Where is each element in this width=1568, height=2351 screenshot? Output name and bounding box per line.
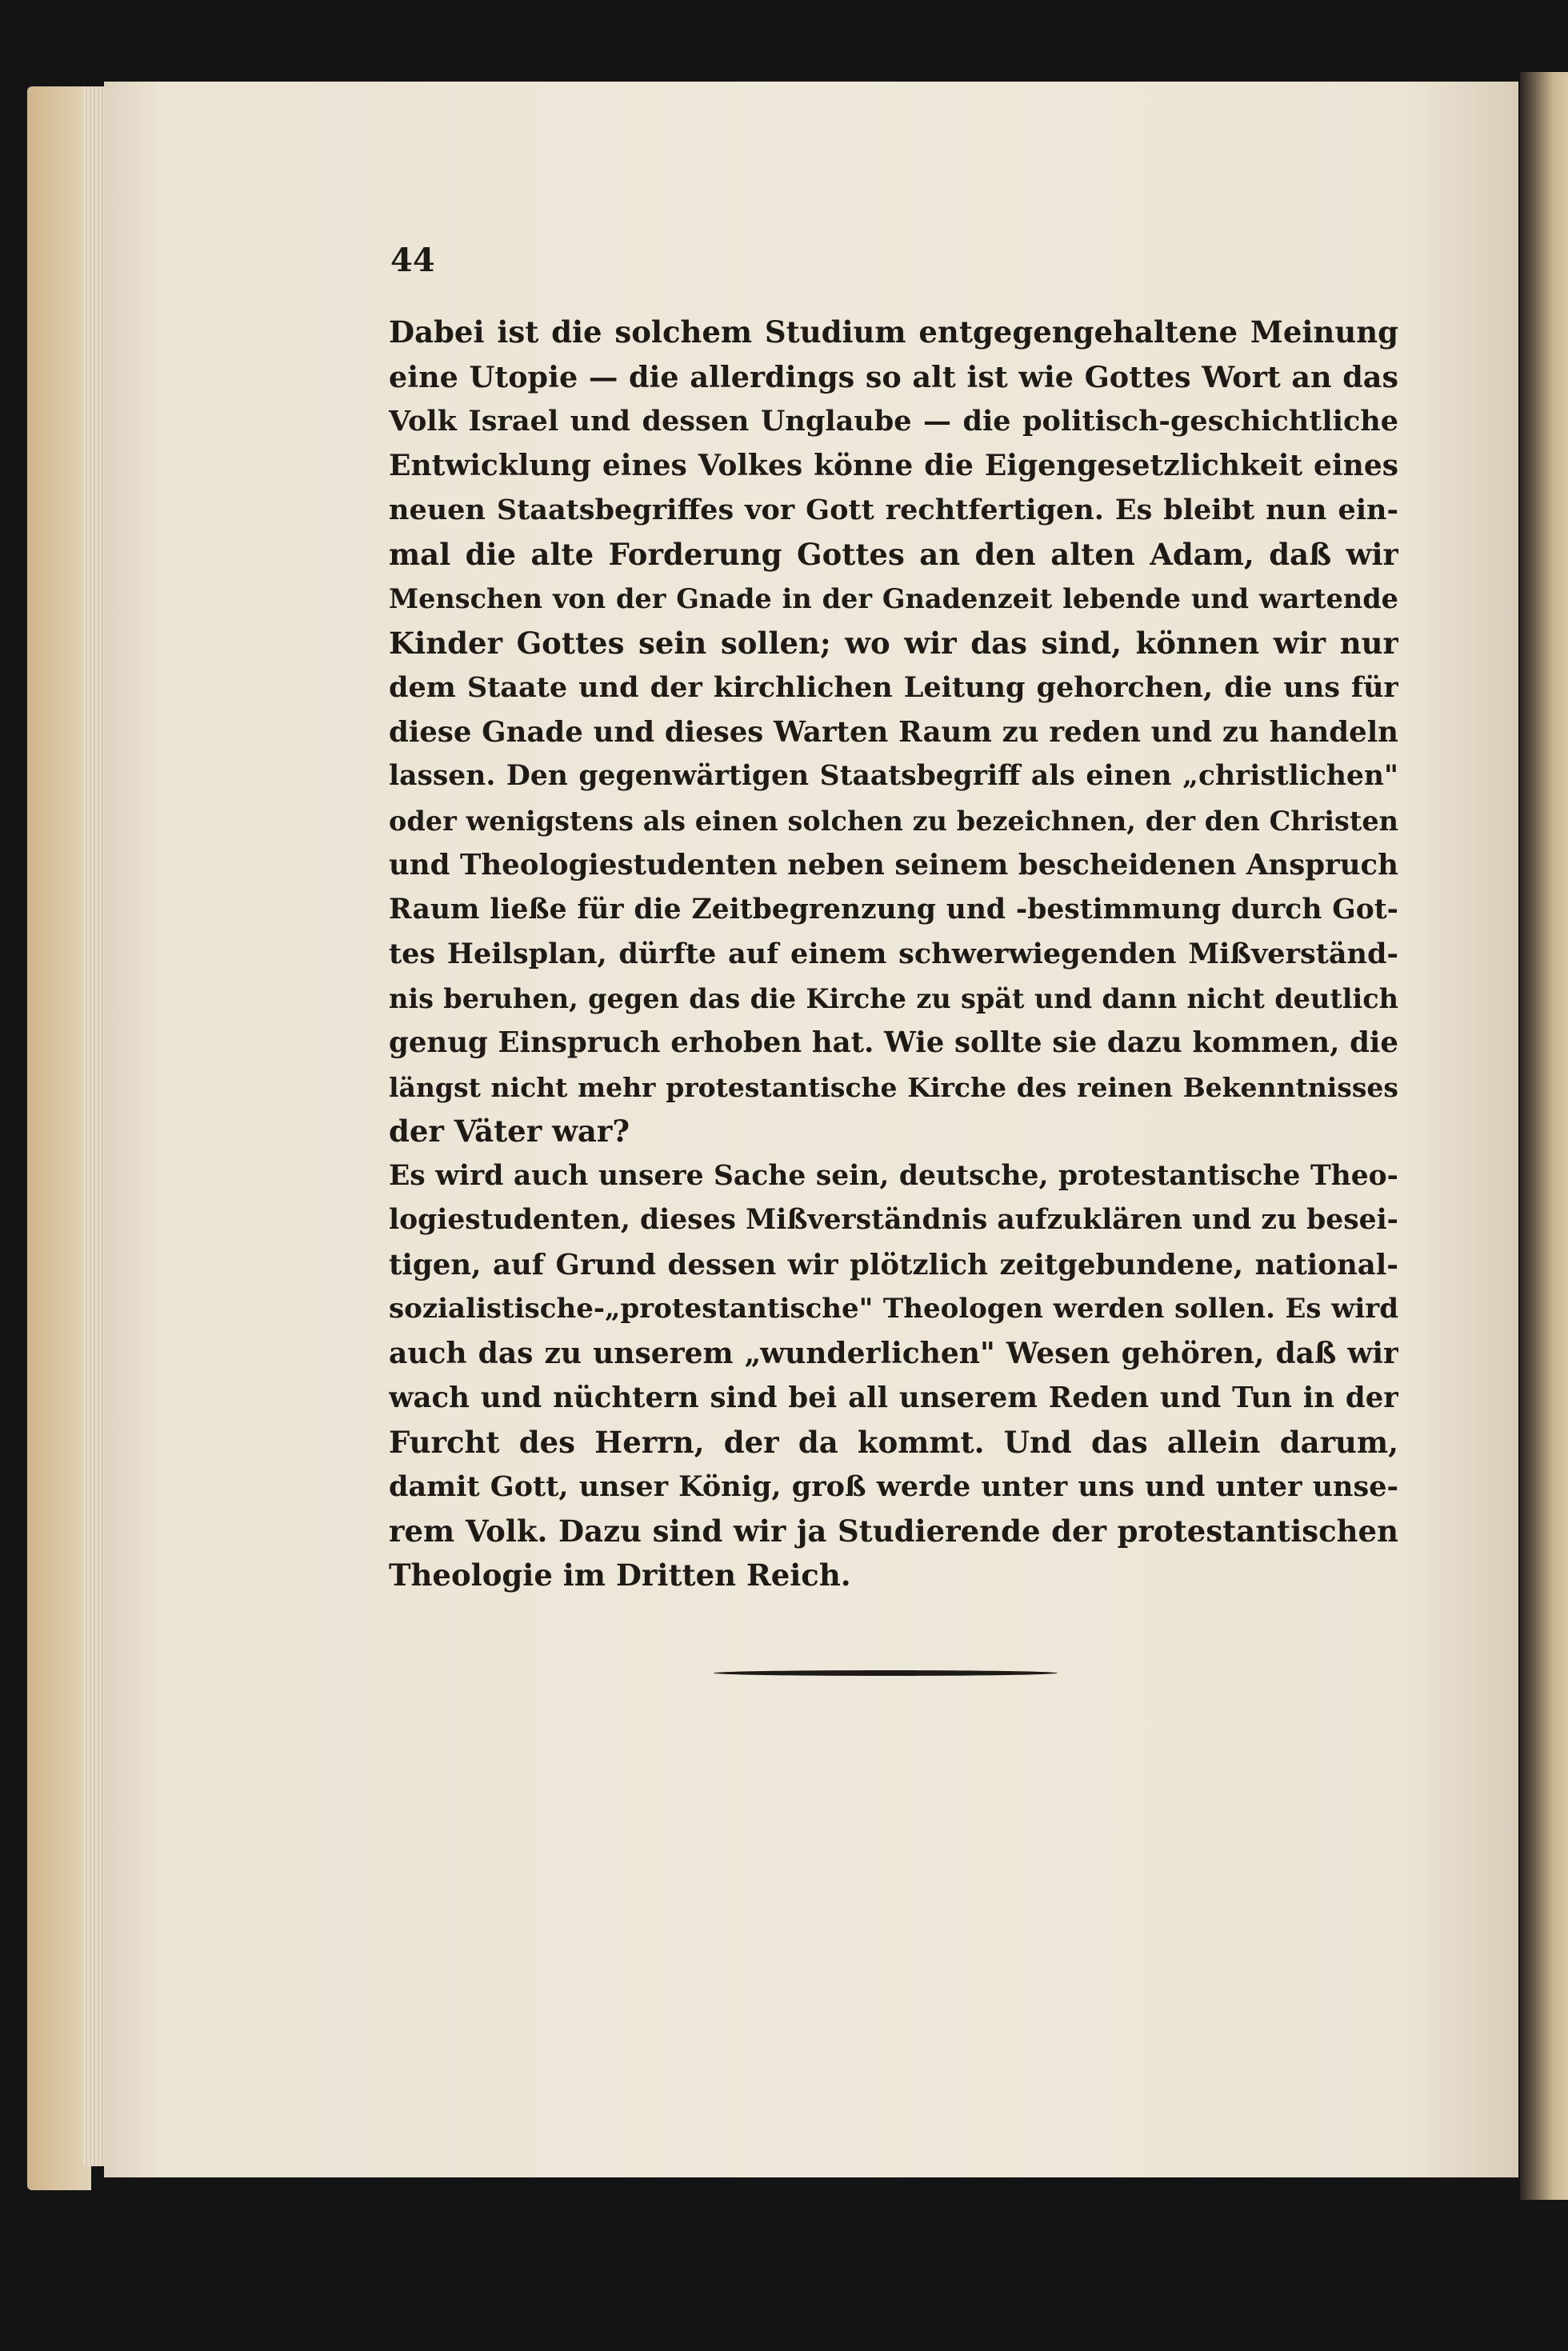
text-line: lassen. Den gegenwärtigen Staatsbegriff als einen „christlichen" [389, 760, 1398, 792]
page-number: 44 [390, 242, 435, 279]
text-line: damit Gott, unser König, groß werde unter uns und unter unse- [389, 1470, 1398, 1503]
text-line: oder wenigstens als einen solchen zu bezeichnen, der den Christen [389, 805, 1398, 837]
body-text [389, 310, 1398, 1598]
text-line: tes Heilsplan, dürfte auf einem schwerwiegenden Mißverständ- [389, 938, 1398, 970]
text-line: längst nicht mehr protestantische Kirche des reinen Bekenntnisses [389, 1071, 1398, 1103]
text-line: logiestudenten, dieses Mißverständnis aufzuklären und zu besei- [389, 1204, 1398, 1236]
text-line: Theologie im Dritten Reich. [389, 1557, 851, 1593]
text-line: Furcht des Herrn, der da kommt. Und das allein darum, [389, 1424, 1398, 1460]
text-line: und Theologiestudenten neben seinem bescheidenen Anspruch [389, 849, 1398, 882]
text-line: tigen, auf Grund dessen wir plötzlich zeitgebundene, national- [389, 1248, 1398, 1281]
text-line: nis beruhen, gegen das die Kirche zu spät und dann nicht deutlich [389, 982, 1398, 1014]
facing-page-edge [1520, 72, 1568, 2200]
text-line: sozialistische-„protestantische" Theologen werden sollen. Es wird [389, 1293, 1398, 1325]
text-line: auch das zu unserem „wunderlichen" Wesen gehören, daß wir [389, 1336, 1398, 1370]
text-line: Menschen von der Gnade in der Gnadenzeit lebende und wartende [389, 583, 1398, 614]
text-line: Dabei ist die solchem Studium entgegengehaltene Meinung [389, 314, 1398, 350]
text-line: dem Staate und der kirchlichen Leitung gehorchen, die uns für [389, 671, 1398, 704]
end-rule [714, 1670, 1058, 1676]
text-line: der Väter war? [389, 1114, 630, 1149]
text-line: genug Einspruch erhoben hat. Wie sollte sie dazu kommen, die [389, 1026, 1398, 1059]
text-line: wach und nüchtern sind bei all unserem Reden und Tun in der [389, 1381, 1398, 1414]
text-line: Raum ließe für die Zeitbegrenzung und -bestimmung durch Got- [389, 893, 1398, 926]
text-line: Es wird auch unsere Sache sein, deutsche, protestantische Theo- [389, 1159, 1398, 1192]
text-line: rem Volk. Dazu sind wir ja Studierende der protestantischen [389, 1513, 1398, 1549]
text-line: Entwicklung eines Volkes könne die Eigengesetzlichkeit eines [389, 448, 1398, 482]
book-edge [27, 86, 91, 2190]
text-line: Volk Israel und dessen Unglaube — die politisch-geschichtliche [389, 405, 1398, 438]
text-line: mal die alte Forderung Gottes an den alten Adam, daß wir [389, 536, 1398, 572]
text-line: Kinder Gottes sein sollen; wo wir das sind, können wir nur [389, 625, 1398, 661]
text-line: diese Gnade und dieses Warten Raum zu reden und zu handeln [389, 715, 1398, 749]
text-line: eine Utopie — die allerdings so alt ist wie Gottes Wort an das [389, 359, 1398, 394]
text-line: neuen Staatsbegriffes vor Gott rechtfertigen. Es bleibt nun ein- [389, 494, 1398, 526]
